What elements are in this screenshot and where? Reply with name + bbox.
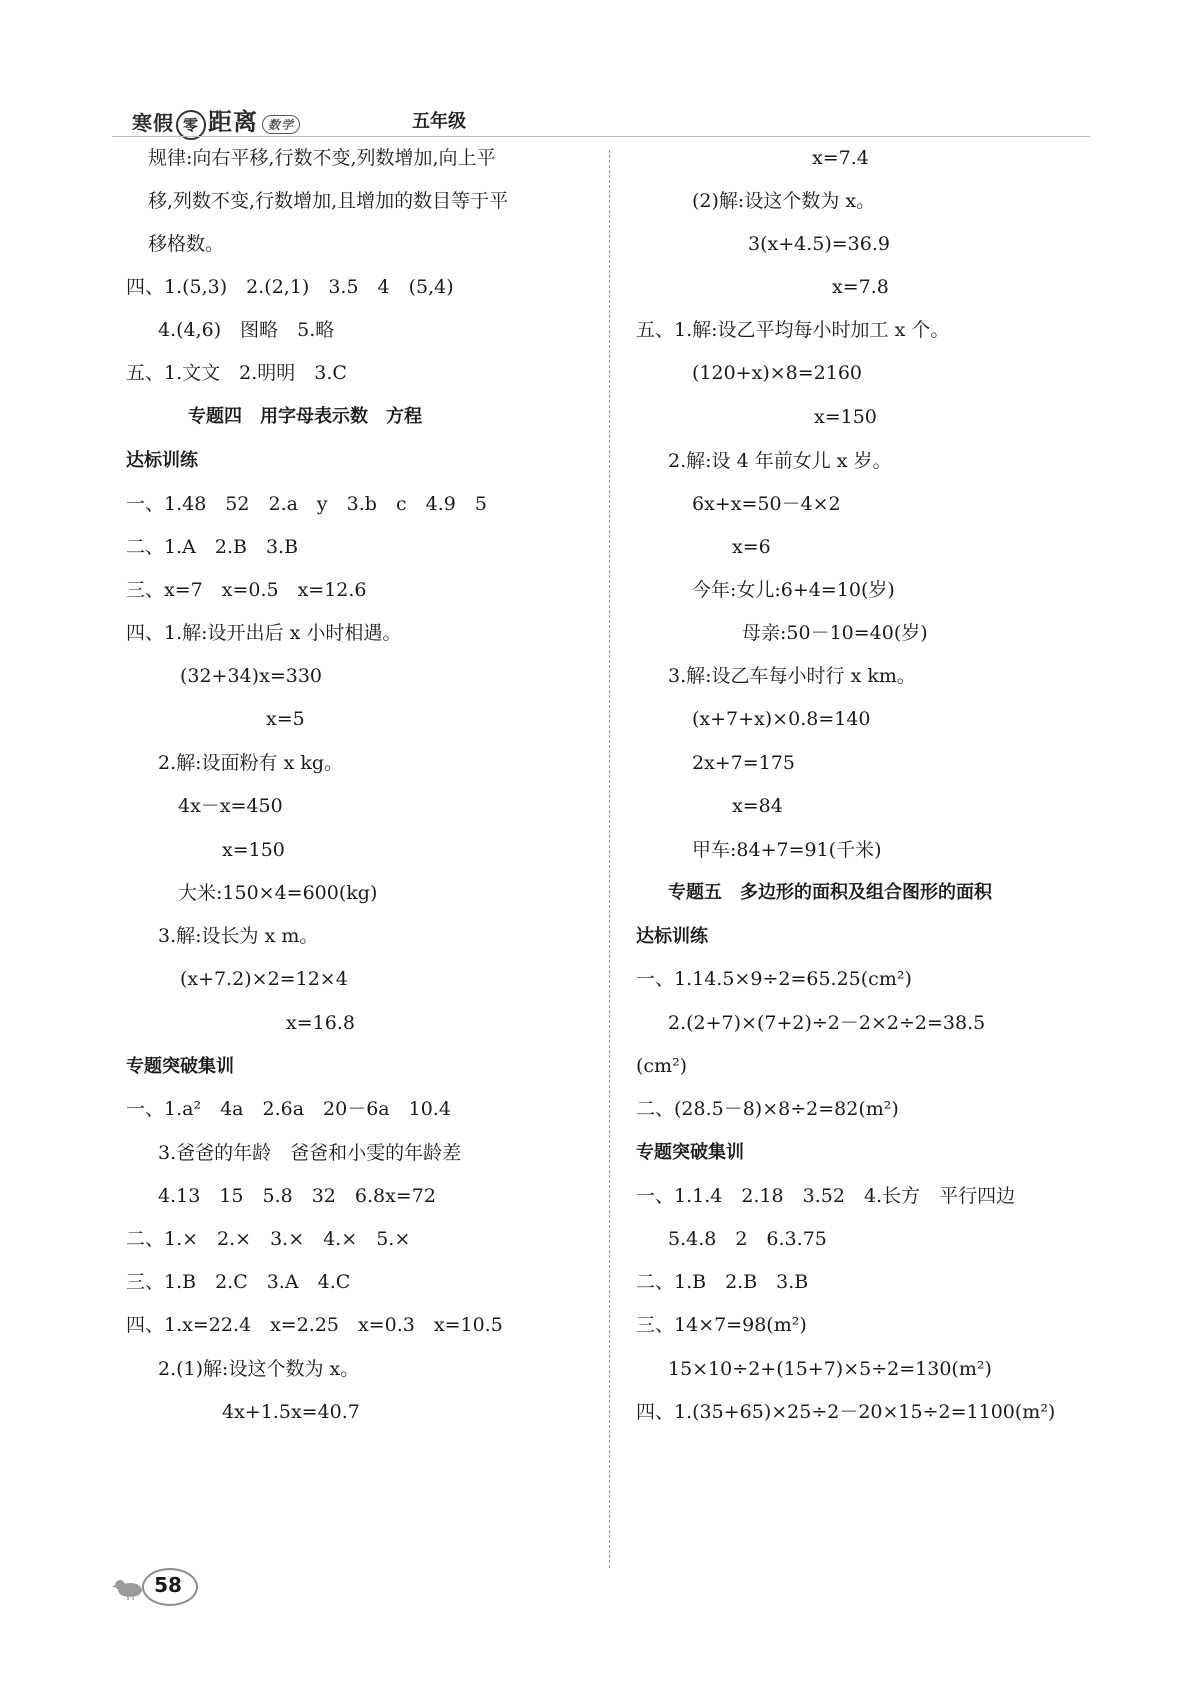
answer-line: 三、14×7=98(m²) [636,1314,807,1336]
subsection-title: 达标训练 [126,450,198,471]
brand-logo [132,102,300,140]
answer-line: 一、1.1.4 2.18 3.52 4.长方 平行四边 [636,1185,1016,1207]
section-title: 专题五 多边形的面积及组合图形的面积 [668,882,992,903]
answer-line: (120+x)×8=2160 [692,362,863,384]
answer-line: 3.解:设长为 x m。 [158,925,319,947]
answer-line: 2.(1)解:设这个数为 x。 [158,1358,360,1380]
answer-line: 四、1.(35+65)×25÷2－20×15÷2=1100(m²) [636,1401,1056,1423]
answer-line: 一、1.48 52 2.a y 3.b c 4.9 5 [126,493,487,515]
brand-circle-logo: 零 [176,110,206,140]
answer-line: 移,列数不变,行数增加,且增加的数目等于平 [148,190,509,212]
answer-line: 规律:向右平移,行数不变,列数增加,向上平 [148,147,496,169]
answer-line: 4x+1.5x=40.7 [222,1401,360,1423]
answer-line: (x+7+x)×0.8=140 [692,708,871,730]
answer-line: 3.解:设乙车每小时行 x km。 [668,665,916,687]
answer-line: 三、x=7 x=0.5 x=12.6 [126,579,367,601]
answer-line: 6x+x=50－4×2 [692,493,841,515]
answer-line: 四、1.解:设开出后 x 小时相遇。 [126,622,402,644]
answer-line: x=150 [222,839,285,861]
answer-line: 二、1.B 2.B 3.B [636,1271,809,1293]
page-header [112,98,1090,138]
answer-line: 二、1.A 2.B 3.B [126,536,299,558]
answer-line: 4x－x=450 [178,795,283,817]
answer-line: 三、1.B 2.C 3.A 4.C [126,1271,351,1293]
section-title: 专题四 用字母表示数 方程 [188,406,422,427]
answer-line: 3(x+4.5)=36.9 [748,233,890,255]
answer-line: 四、1.x=22.4 x=2.25 x=0.3 x=10.5 [126,1314,503,1336]
answer-line: 4.(4,6) 图略 5.略 [158,319,335,341]
answer-line: (2)解:设这个数为 x。 [692,190,876,212]
answer-line: x=7.8 [832,276,889,298]
answer-line: x=5 [266,708,305,730]
header-rule [112,136,1090,137]
answer-line: 移格数。 [148,233,225,255]
column-divider [609,150,610,1568]
answer-line: 2.解:设面粉有 x kg。 [158,752,343,774]
answer-line: x=6 [732,536,771,558]
answer-line: 3.爸爸的年龄 爸爸和小雯的年龄差 [158,1142,462,1164]
answer-line: (x+7.2)×2=12×4 [180,968,348,990]
answer-line: 4.13 15 5.8 32 6.8x=72 [158,1185,436,1207]
answer-line: x=16.8 [286,1012,355,1034]
page-number-badge [112,1562,202,1608]
bird-icon [112,1576,146,1600]
answer-line: 2x+7=175 [692,752,795,774]
subsection-title: 专题突破集训 [636,1142,744,1163]
answer-line: x=84 [732,795,783,817]
answer-line: x=7.4 [812,147,869,169]
answer-line: 2.解:设 4 年前女儿 x 岁。 [668,450,892,472]
answer-line: 今年:女儿:6+4=10(岁) [692,579,895,601]
answer-line: 一、1.14.5×9÷2=65.25(cm²) [636,968,912,990]
answer-line: 15×10÷2+(15+7)×5÷2=130(m²) [668,1358,992,1380]
answer-line: (32+34)x=330 [180,665,322,687]
answer-line: 五、1.解:设乙平均每小时加工 x 个。 [636,319,950,341]
answer-line: 大米:150×4=600(kg) [178,882,378,904]
answer-line: (cm²) [636,1055,688,1077]
answer-line: 二、1.× 2.× 3.× 4.× 5.× [126,1228,411,1250]
brand-text-1: 寒假 [132,111,174,135]
answer-line: x=150 [814,406,877,428]
subject-tag: 数学 [262,115,300,134]
answer-line: 一、1.a² 4a 2.6a 20－6a 10.4 [126,1098,451,1120]
grade-label: 五年级 [412,111,466,132]
answer-line: 2.(2+7)×(7+2)÷2－2×2÷2=38.5 [668,1012,986,1034]
answer-line: 四、1.(5,3) 2.(2,1) 3.5 4 (5,4) [126,276,454,298]
brand-text-2: 距离 [208,108,258,136]
answer-line: 甲车:84+7=91(千米) [692,839,882,861]
subsection-title: 专题突破集训 [126,1056,234,1077]
answer-line: 二、(28.5－8)×8÷2=82(m²) [636,1098,899,1120]
answer-line: 5.4.8 2 6.3.75 [668,1228,827,1250]
subsection-title: 达标训练 [636,926,708,947]
answer-line: 母亲:50－10=40(岁) [742,622,928,644]
answer-line: 五、1.文文 2.明明 3.C [126,362,347,384]
page-number: 58 [154,1573,182,1597]
